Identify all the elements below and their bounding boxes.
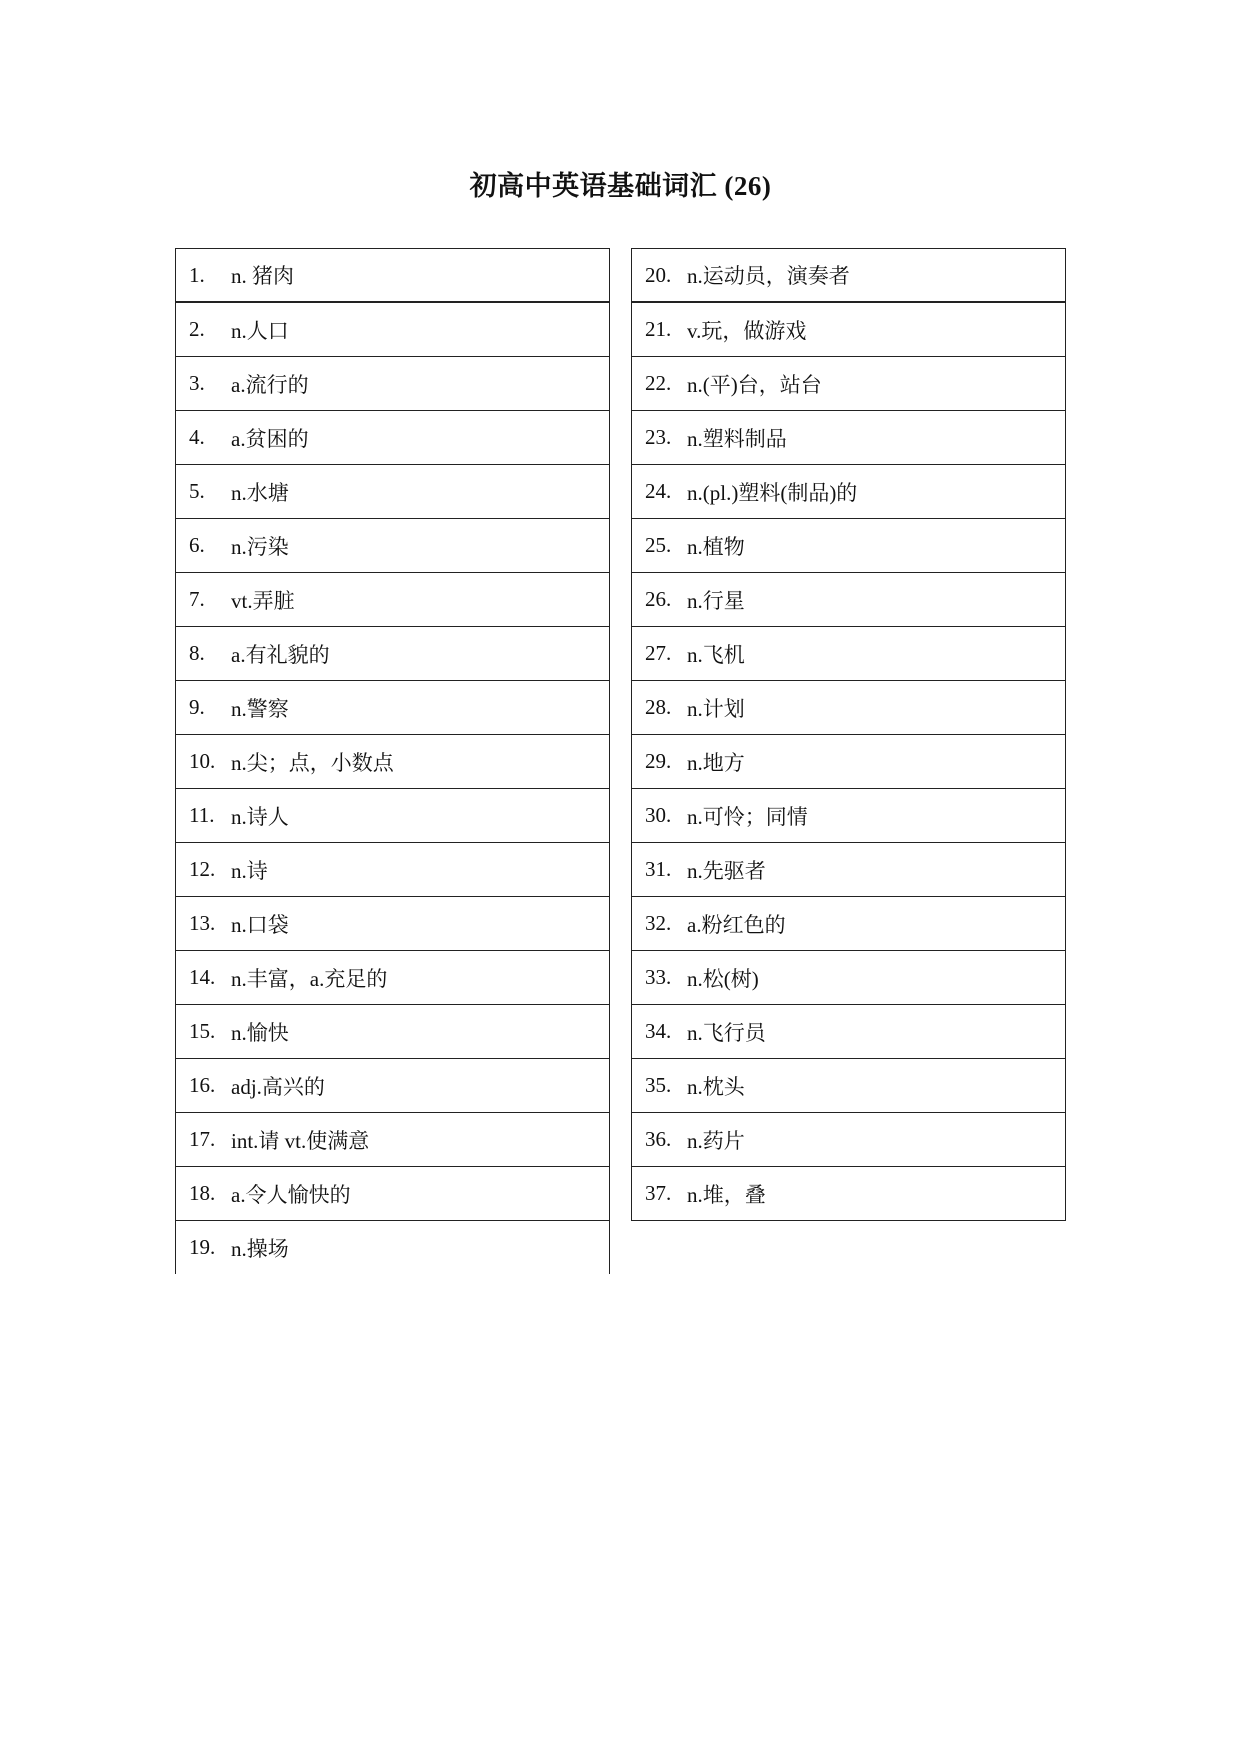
vocab-number: 10. xyxy=(189,749,216,773)
vocab-row xyxy=(175,843,610,897)
vocab-row xyxy=(175,681,610,735)
vocab-number: 2. xyxy=(189,317,205,341)
vocab-row xyxy=(631,681,1066,735)
vocab-number: 22. xyxy=(645,371,672,395)
vocab-number: 17. xyxy=(189,1127,216,1151)
vocab-number: 11. xyxy=(189,803,215,827)
vocab-definition: n.运动员，演奏者 xyxy=(687,264,850,288)
vocab-row xyxy=(175,303,610,357)
vocab-definition: n.行星 xyxy=(687,588,745,613)
vocab-definition: n.塑料制品 xyxy=(687,426,787,451)
vocab-row xyxy=(175,897,610,951)
vocab-number: 16. xyxy=(189,1073,216,1097)
vocab-number: 15. xyxy=(189,1019,216,1043)
vocab-column-right xyxy=(631,248,1066,1221)
vocab-row xyxy=(631,357,1066,411)
vocab-row xyxy=(631,1005,1066,1059)
vocab-number: 34. xyxy=(645,1019,672,1043)
vocab-definition: a.粉红色的 xyxy=(687,912,786,937)
vocab-number: 12. xyxy=(189,857,216,881)
vocab-definition: n.愉快 xyxy=(231,1020,289,1045)
vocab-column-left xyxy=(175,248,610,1274)
vocab-definition: n.地方 xyxy=(687,750,745,775)
vocab-definition: n.警察 xyxy=(231,696,289,721)
page-title: 初高中英语基础词汇 (26) xyxy=(469,171,772,201)
vocab-definition: n.操场 xyxy=(231,1236,289,1261)
vocab-number: 9. xyxy=(189,695,205,719)
vocab-number: 5. xyxy=(189,479,205,503)
vocab-number: 35. xyxy=(645,1073,672,1097)
vocab-definition: n.尖；点，小数点 xyxy=(231,750,394,775)
vocab-row xyxy=(631,1167,1066,1221)
vocab-number: 24. xyxy=(645,479,672,503)
vocab-number: 32. xyxy=(645,911,672,935)
vocab-definition: a.贫困的 xyxy=(231,426,309,451)
vocab-row xyxy=(175,789,610,843)
vocab-definition: n.水塘 xyxy=(231,480,289,505)
vocab-number: 20. xyxy=(645,262,672,287)
vocab-number: 25. xyxy=(645,533,672,557)
vocab-row xyxy=(631,465,1066,519)
vocab-row xyxy=(175,1167,610,1221)
vocab-row xyxy=(631,573,1066,627)
vocab-row xyxy=(631,303,1066,357)
vocab-definition: a.流行的 xyxy=(231,372,309,397)
vocab-definition: int.请 vt.使满意 xyxy=(231,1128,370,1153)
vocab-number: 33. xyxy=(645,965,672,989)
vocab-row xyxy=(175,249,610,303)
vocab-definition: n.飞行员 xyxy=(687,1020,766,1045)
vocab-row xyxy=(175,465,610,519)
vocab-number: 18. xyxy=(189,1181,216,1205)
vocab-number: 21. xyxy=(645,317,672,341)
vocab-row xyxy=(631,951,1066,1005)
vocab-definition: n.药片 xyxy=(687,1128,745,1153)
vocab-number: 13. xyxy=(189,911,216,935)
vocab-row xyxy=(631,789,1066,843)
vocab-definition: n.可怜；同情 xyxy=(687,804,808,829)
vocab-row xyxy=(175,1113,610,1167)
vocab-number: 27. xyxy=(645,641,672,665)
vocab-row xyxy=(175,627,610,681)
vocab-row xyxy=(631,249,1066,303)
vocab-definition: n.污染 xyxy=(231,534,289,559)
vocab-row xyxy=(631,627,1066,681)
vocab-definition: n.计划 xyxy=(687,696,745,721)
vocab-row xyxy=(631,519,1066,573)
vocab-row xyxy=(175,1059,610,1113)
vocab-row xyxy=(175,951,610,1005)
vocab-definition: a.有礼貌的 xyxy=(231,642,330,667)
vocab-row xyxy=(175,357,610,411)
vocab-number: 8. xyxy=(189,641,205,665)
vocab-row xyxy=(175,573,610,627)
vocab-row xyxy=(175,411,610,465)
vocab-row xyxy=(631,735,1066,789)
vocab-definition: n.植物 xyxy=(687,534,745,559)
vocab-definition: n.飞机 xyxy=(687,642,745,667)
vocab-definition: n.(pl.)塑料(制品)的 xyxy=(687,480,858,505)
vocab-row xyxy=(631,843,1066,897)
vocab-definition: n.口袋 xyxy=(231,912,289,937)
vocab-number: 14. xyxy=(189,965,216,989)
vocab-number: 4. xyxy=(189,425,205,449)
vocab-number: 1. xyxy=(189,262,205,287)
vocab-row xyxy=(175,1221,610,1274)
vocab-definition: n.丰富，a.充足的 xyxy=(231,966,388,991)
vocab-number: 6. xyxy=(189,533,205,557)
vocab-definition: n.松(树) xyxy=(687,966,759,991)
vocab-definition: n.人口 xyxy=(231,318,289,343)
vocab-row xyxy=(175,735,610,789)
vocab-row xyxy=(175,519,610,573)
vocab-definition: vt.弄脏 xyxy=(231,588,295,613)
vocab-definition: n.堆，叠 xyxy=(687,1182,766,1207)
vocab-number: 7. xyxy=(189,587,205,611)
vocab-number: 31. xyxy=(645,857,672,881)
vocab-definition: n.枕头 xyxy=(687,1074,745,1099)
vocab-row xyxy=(631,1113,1066,1167)
vocab-number: 37. xyxy=(645,1181,672,1205)
vocab-definition: n.(平)台，站台 xyxy=(687,372,822,397)
vocab-number: 36. xyxy=(645,1127,672,1151)
vocab-definition: v.玩，做游戏 xyxy=(687,318,807,343)
vocab-number: 19. xyxy=(189,1235,216,1259)
vocab-definition: n.诗 xyxy=(231,858,268,883)
vocab-number: 29. xyxy=(645,749,672,773)
vocab-definition: n.诗人 xyxy=(231,804,289,829)
vocab-definition: n.先驱者 xyxy=(687,858,766,883)
vocab-number: 3. xyxy=(189,371,205,395)
vocab-row xyxy=(631,411,1066,465)
vocab-row xyxy=(175,1005,610,1059)
vocab-row xyxy=(631,897,1066,951)
vocab-number: 30. xyxy=(645,803,672,827)
vocab-number: 23. xyxy=(645,425,672,449)
vocab-definition: n. 猪肉 xyxy=(231,264,294,288)
vocab-number: 28. xyxy=(645,695,672,719)
vocab-definition: a.令人愉快的 xyxy=(231,1182,351,1207)
vocab-definition: adj.高兴的 xyxy=(231,1074,325,1099)
vocab-row xyxy=(631,1059,1066,1113)
vocab-number: 26. xyxy=(645,587,672,611)
